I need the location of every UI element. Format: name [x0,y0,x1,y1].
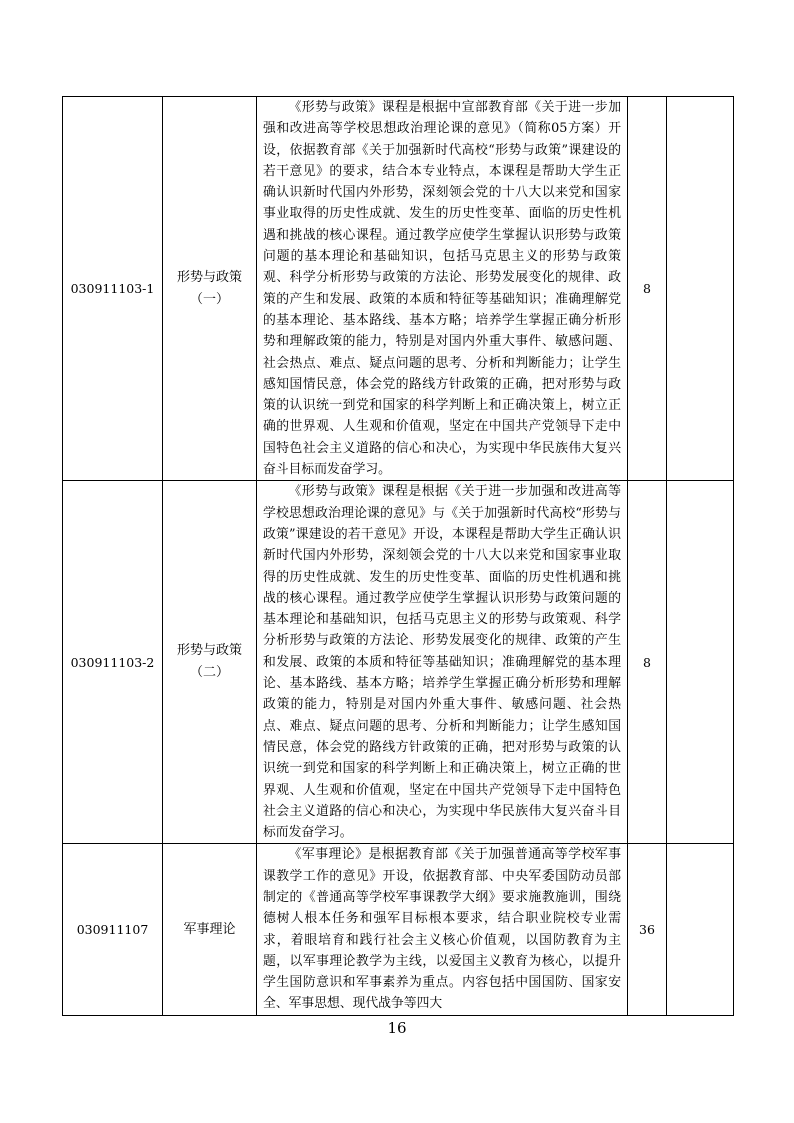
course-name-line2: （二） [189,665,229,681]
course-name-line1: 形势与政策 [176,643,242,659]
course-name-line2: （一） [189,291,229,307]
course-extra [667,844,734,1015]
course-name [163,97,257,481]
course-description-text: 《形势与政策》课程是根据《关于进一步加强和改进高等学校思想政治理论课的意见》与《关于加强新时代高校“形势与政策”课建设的若干意见》开设，本课程是帮助大学生正确认识新时代国内外形势，深刻领会党的十八大以来党和国家事业取得的历史性成就、发生的历史性变革、面临的历史性机遇和挑战的核心课程。通过教学应使学生掌握认识形势与政策问题的基本理论和基础知识，包括马克思主义的形势与政策观、科学分析形势与政策的方法论、形势发展变化的规律、政策的产生和发展、政策的本质和特征等基础知识；准确理解党的基本理论、基本路线、基本方略；培养学生掌握正确分析形势和理解政策的能力，特别是对国内外重大事件、敏感问题、社会热点、难点、疑点问题的思考、分析和判断能力；让学生感知国情民意，体会党的路线方针政策的正确，把对形势与政策的认识统一到党和国家的科学判断上和正确决策上，树立正确的世界观、人生观和价值观，坚定在中国共产党领导下走中国特色社会主义道路的信心和决心，为实现中华民族伟大复兴奋斗目标而发奋学习。 [263,484,621,841]
course-description-text: 《形势与政策》课程是根据中宣部教育部《关于进一步加强和改进高等学校思想政治理论课的意见》（简称05方案）开设，依据教育部《关于加强新时代高校“形势与政策”课建设的若干意见》的要求，结合本专业特点，本课程是帮助大学生正确认识新时代国内外形势，深刻领会党的十八大以来党和国家事业取得的历史性成就、发生的历史性变革、面临的历史性机遇和挑战的核心课程。通过教学应使学生掌握认识形势与政策问题的基本理论和基础知识，包括马克思主义的形势与政策观、科学分析形势与政策的方法论、形势发展变化的规律、政策的产生和发展、政策的本质和特征等基础知识；准确理解党的基本理论、基本路线、基本方略；培养学生掌握正确分析形势和理解政策的能力，特别是对国内外重大事件、敏感问题、社会热点、难点、疑点问题的思考、分析和判断能力；让学生感知国情民意，体会党的路线方针政策的正确，把对形势与政策的认识统一到党和国家的科学判断上和正确决策上，树立正确的世界观、人生观和价值观，坚定在中国共产党领导下走中国特色社会主义道路的信心和决心，为实现中华民族伟大复兴奋斗目标而发奋学习。 [263,100,621,478]
course-name-line1: 形势与政策 [176,269,242,285]
course-code: 030911107 [63,844,163,1015]
course-name [163,844,257,1015]
course-code: 030911103-2 [63,481,163,844]
course-table [62,96,734,1016]
course-description [257,97,628,481]
table-row [63,844,734,1015]
course-hours: 36 [628,844,667,1015]
course-description [257,481,628,844]
course-description [257,844,628,1015]
table-row [63,481,734,844]
course-hours: 8 [628,481,667,844]
course-code: 030911103-1 [63,97,163,481]
course-hours: 8 [628,97,667,481]
course-extra [667,481,734,844]
course-extra [667,97,734,481]
course-description-text: 《军事理论》是根据教育部《关于加强普通高等学校军事课教学工作的意见》开设，依据教育部、中央军委国防动员部制定的《普通高等学校军事课教学大纲》要求施教施训，围绕德树人根本任务和强军目标根本要求，结合职业院校专业需求，着眼培育和践行社会主义核心价值观，以国防教育为主题，以军事理论教学为主线，以爱国主义教育为核心，以提升学生国防意识和军事素养为重点。内容包括中国国防、国家安全、军事思想、现代战争等四大 [263,847,621,1012]
table-row [63,97,734,481]
page-number: 16 [387,1019,407,1037]
course-name-line1: 军事理论 [183,921,236,937]
course-name [163,481,257,844]
